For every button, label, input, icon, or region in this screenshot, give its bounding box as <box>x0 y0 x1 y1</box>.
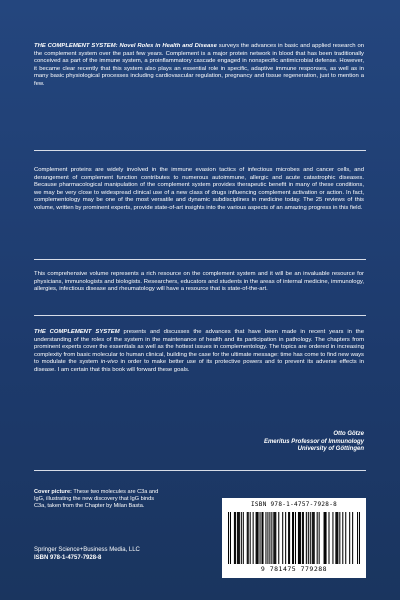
barcode-bar <box>230 512 231 564</box>
description-paragraph-3 <box>34 271 364 294</box>
barcode-bar <box>310 512 311 564</box>
barcode-bars <box>228 512 360 564</box>
barcode-bar <box>349 512 350 564</box>
barcode-bar <box>247 512 248 564</box>
barcode-bar <box>282 512 283 564</box>
barcode-bar <box>250 512 251 564</box>
barcode-isbn: ISBN 978-1-4757-7928-8 <box>250 501 338 508</box>
publisher-info <box>34 546 214 562</box>
divider <box>34 470 366 471</box>
barcode-bar <box>256 512 257 564</box>
barcode-bar <box>234 512 235 564</box>
barcode-bar <box>314 512 315 564</box>
barcode-bar <box>342 512 343 564</box>
barcode-bar <box>237 512 238 564</box>
divider <box>34 259 366 260</box>
barcode-bar <box>288 512 289 564</box>
barcode-bar <box>317 512 318 564</box>
barcode-bar <box>238 512 239 564</box>
description-paragraph-2 <box>34 167 364 213</box>
paragraph-text: in order to make better use of its protective powers and to prevent its adverse effects in disease. I am certain that this book will forward these goals. <box>34 359 364 373</box>
endorsement-signature <box>164 431 364 454</box>
barcode-bar <box>328 512 329 564</box>
barcode-bar <box>326 512 327 564</box>
cover-caption-label: Cover picture: <box>34 489 72 495</box>
barcode-bar <box>239 512 240 564</box>
barcode-bar <box>274 512 275 564</box>
paragraph-text: presents and discusses the advances that have been made in recent years in the understanding of the roles of the system in the maintenance of health and its participation in pathology. The chapters from prominent experts cover the essentials as well as the hottest issues in complementology. The topics are ordered in increasing complexity from basic molecular to human clinical, building the case for the ultimate message: time has come to find new ways to modulate the system <box>34 329 364 366</box>
barcode-bar <box>300 512 301 564</box>
barcode-bar <box>253 512 254 564</box>
barcode-number: 9 781475 779288 <box>260 565 328 573</box>
barcode-bar <box>235 512 236 564</box>
barcode-bar <box>312 512 313 564</box>
publisher-name: Springer Science+Business Media, LLC <box>34 547 140 553</box>
barcode-bar <box>293 512 294 564</box>
paragraph-text: surveys the advances in basic and applied research on the complement system over the past few years. Complement is a major protein network in blood that has been traditionally conceived as part of the immune system, a proinflammatory cascade engaged in nonspecific antimicrobial defense. However, it became clear recently that this system also plays an essential role in specific, adaptive immune responses, as well as in many basic physiological processes including cardiovascular regulation, pregnancy and tissue regeneration, just to mention a few. <box>34 43 364 87</box>
barcode-bar <box>295 512 296 564</box>
barcode-bar <box>303 512 304 564</box>
barcode-bar <box>258 512 259 564</box>
barcode <box>222 498 366 578</box>
barcode-bar <box>248 512 249 564</box>
barcode-bar <box>306 512 307 564</box>
barcode-bar <box>257 512 258 564</box>
endorser-affiliation: University of Göttingen <box>297 446 364 453</box>
divider <box>34 315 366 316</box>
barcode-bar <box>339 512 340 564</box>
barcode-bar <box>325 512 326 564</box>
barcode-bar <box>357 512 358 564</box>
barcode-bar <box>359 512 360 564</box>
barcode-bar <box>289 512 290 564</box>
cover-caption-text: These two molecules are C3a and IgG, illustrating the new discovery that IgG binds C3a, taken from the Chapter by Milan Basta. <box>34 489 159 510</box>
barcode-bar <box>271 512 272 564</box>
barcode-bar <box>262 512 263 564</box>
barcode-bar <box>337 512 338 564</box>
barcode-bar <box>302 512 303 564</box>
barcode-bar <box>324 512 325 564</box>
barcode-bar <box>261 512 262 564</box>
barcode-bar <box>335 512 336 564</box>
barcode-bar <box>260 512 261 564</box>
barcode-bar <box>319 512 320 564</box>
barcode-bar <box>275 512 276 564</box>
barcode-bar <box>332 512 333 564</box>
barcode-bar <box>298 512 299 564</box>
barcode-bar <box>336 512 337 564</box>
barcode-bar <box>243 512 244 564</box>
barcode-bar <box>278 512 279 564</box>
paragraph-text: Complement proteins are widely involved in the immune evasion tactics of infectious microbes and cancer cells, and derangement of complement function contributes to numerous autoimmune, allergic and acute catastrophic diseases. Because pharmacological manipulation of the complement system provides therapeutic benefit in many of these conditions, we may be very close to widespread clinical use of a new class of drugs influencing complement activation or action. In fact, complementology may be one of the most versatile and dynamic subdisciplines in medicine today. The 25 reviews of this volume, written by prominent experts, provide state-of-art insights into the various aspects of an amazing progress in this field. <box>34 167 364 211</box>
barcode-bar <box>313 512 314 564</box>
book-title-inline: THE COMPLEMENT SYSTEM <box>34 329 120 335</box>
description-paragraph-1 <box>34 43 364 89</box>
barcode-bar <box>345 512 346 564</box>
barcode-bar <box>228 512 229 564</box>
book-title-inline: THE COMPLEMENT SYSTEM: Novel Roles in Health and Disease <box>34 43 217 49</box>
description-paragraph-4 <box>34 329 364 375</box>
divider <box>34 150 366 151</box>
barcode-bar <box>299 512 300 564</box>
barcode-bar <box>285 512 286 564</box>
endorser-name: Otto Götze <box>333 431 364 437</box>
cover-picture-caption <box>34 489 159 511</box>
in-vivo-term: in-vivo <box>100 359 118 366</box>
publisher-isbn: ISBN 978-1-4757-7928-8 <box>34 555 102 561</box>
barcode-bar <box>269 512 270 564</box>
barcode-bar <box>292 512 293 564</box>
barcode-bar <box>241 512 242 564</box>
barcode-bar <box>352 512 353 564</box>
paragraph-text: This comprehensive volume represents a rich resource on the complement system and it will be an invaluable resource for physicians, immunologists and biologists. Researchers, educators and students in the areas of internal medicine, immunology, allergies, infectious disease and rheumatology will have a resource that is state-of-the-art. <box>34 271 364 293</box>
barcode-bar <box>265 512 266 564</box>
barcode-bar <box>308 512 309 564</box>
barcode-bar <box>267 512 268 564</box>
endorser-title: Emeritus Professor of Immunology <box>263 438 364 445</box>
barcode-bar <box>273 512 274 564</box>
